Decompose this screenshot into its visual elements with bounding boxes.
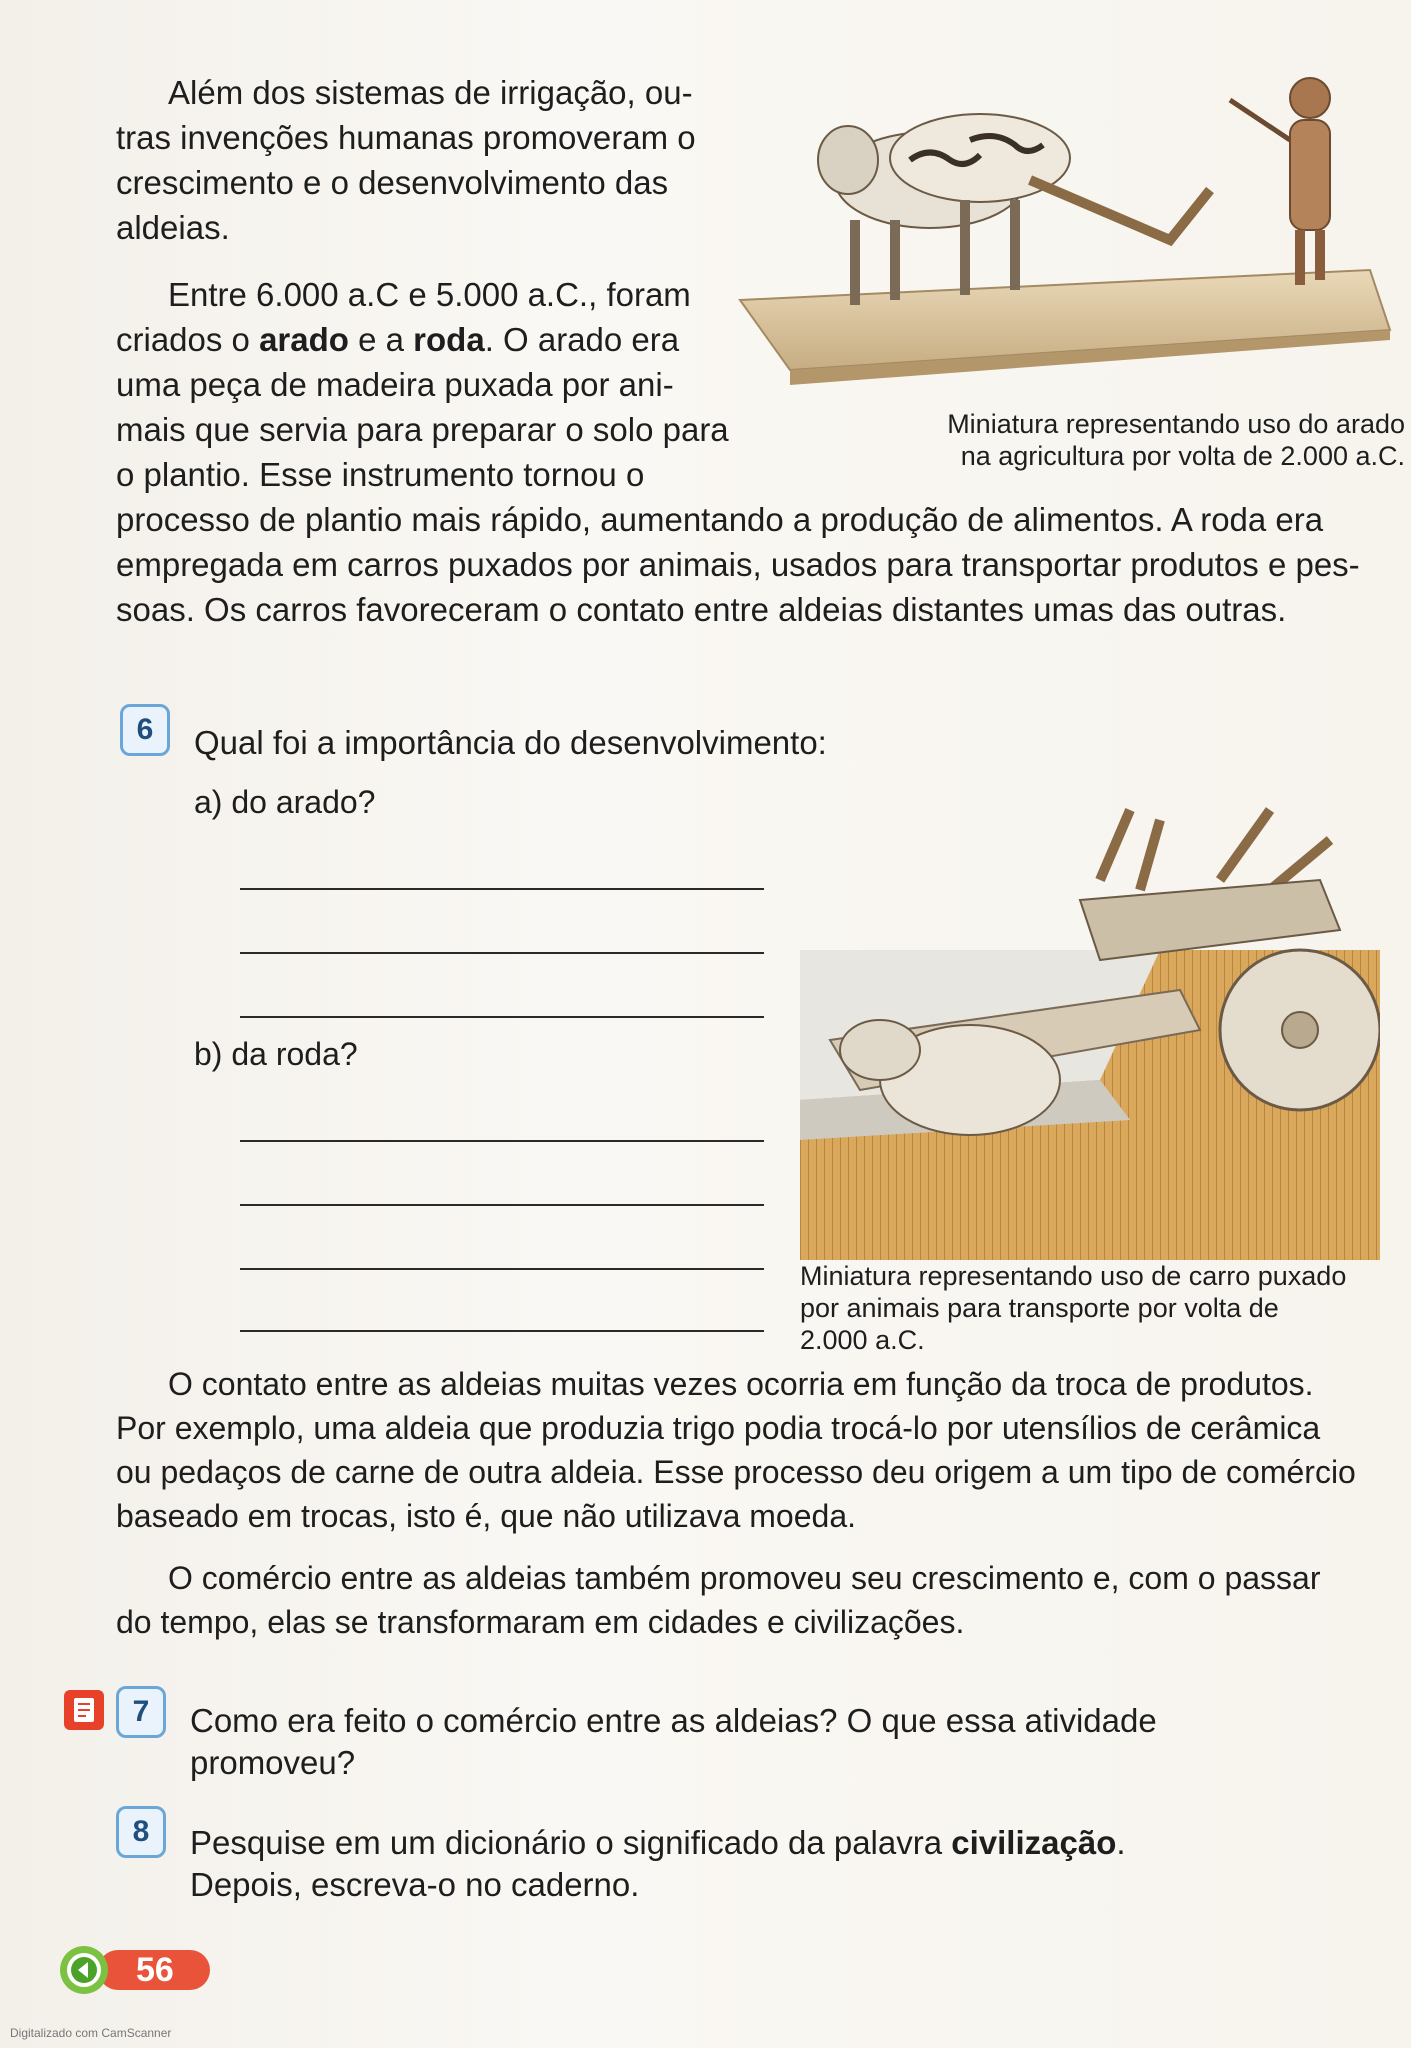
text-line: baseado em trocas, isto é, que não utilizava moeda.	[116, 1498, 856, 1534]
answer-line[interactable]	[240, 1330, 764, 1332]
text-line: promoveu?	[190, 1744, 356, 1781]
text-line: O contato entre as aldeias muitas vezes ocorria em função da troca de produtos.	[168, 1366, 1314, 1402]
commerce-paragraph-1	[116, 1362, 1406, 1538]
cart-miniature-photo	[800, 780, 1380, 1260]
question-6a-label: a) do arado?	[194, 784, 376, 820]
text-line: Como era feito o comércio entre as aldeias? O que essa atividade	[190, 1702, 1157, 1739]
figure1-caption	[905, 408, 1405, 472]
question-6b-label: b) da roda?	[194, 1036, 358, 1072]
page-number-badge	[58, 1944, 214, 1996]
caption-line: 2.000 a.C.	[800, 1325, 925, 1355]
keyword-roda: roda	[413, 321, 485, 358]
text-line: o plantio. Esse instrumento tornou o	[116, 456, 645, 493]
text-line: Entre 6.000 a.C e 5.000 a.C., foram	[168, 276, 691, 313]
page-number: 56	[136, 1951, 174, 1989]
text-line: Além dos sistemas de irrigação, ou-	[168, 74, 693, 111]
question-6-text: Qual foi a importância do desenvolvimento:	[194, 724, 827, 761]
answer-line[interactable]	[240, 1204, 764, 1206]
answer-line[interactable]	[240, 1268, 764, 1270]
keyword-civilizacao: civilização	[951, 1824, 1117, 1861]
text-line: processo de plantio mais rápido, aumentando a produção de alimentos. A roda era	[116, 501, 1324, 538]
text-line: ou pedaços de carne de outra aldeia. Esse processo deu origem a um tipo de comércio	[116, 1454, 1356, 1490]
text-line: crescimento e o desenvolvimento das	[116, 164, 669, 201]
text-line: Depois, escreva-o no caderno.	[190, 1866, 640, 1903]
text-line: O comércio entre as aldeias também promoveu seu crescimento e, com o passar	[168, 1560, 1321, 1596]
text-line: uma peça de madeira puxada por ani-	[116, 366, 674, 403]
text-line: do tempo, elas se transformaram em cidades e civilizações.	[116, 1604, 965, 1640]
intro-paragraph-1	[116, 70, 706, 250]
answer-line[interactable]	[240, 1016, 764, 1018]
commerce-paragraph-2	[116, 1556, 1406, 1644]
text-line: tras invenções humanas promoveram o	[116, 119, 696, 156]
caption-line: Miniatura representando uso do arado	[947, 409, 1405, 439]
answer-line[interactable]	[240, 1140, 764, 1142]
caption-line: por animais para transporte por volta de	[800, 1293, 1279, 1323]
answer-line[interactable]	[240, 888, 764, 890]
notebook-icon	[64, 1690, 104, 1730]
figure2-caption	[800, 1260, 1400, 1356]
caption-line: Miniatura representando uso de carro puxado	[800, 1261, 1347, 1291]
text-line: aldeias.	[116, 209, 230, 246]
plough-miniature-photo	[730, 40, 1400, 410]
text-line: mais que servia para preparar o solo para	[116, 411, 729, 448]
question-6-number: 6	[120, 704, 170, 756]
question-7-text	[190, 1700, 1390, 1784]
text-line: Por exemplo, uma aldeia que produzia trigo podia trocá-lo por utensílios de cerâmica	[116, 1410, 1321, 1446]
text-line: criados o arado e a roda. O arado era	[116, 321, 680, 358]
text-line: Pesquise em um dicionário o significado da palavra civilização.	[190, 1824, 1126, 1861]
keyword-arado: arado	[259, 321, 349, 358]
question-8-number: 8	[116, 1806, 166, 1858]
answer-line[interactable]	[240, 952, 764, 954]
caption-line: na agricultura por volta de 2.000 a.C.	[960, 441, 1405, 471]
question-8-text	[190, 1822, 1390, 1906]
text-line: empregada em carros puxados por animais, usados para transportar produtos e pes-	[116, 546, 1360, 583]
text-line: soas. Os carros favoreceram o contato entre aldeias distantes umas das outras.	[116, 591, 1287, 628]
question-7-number: 7	[116, 1686, 166, 1738]
scanner-watermark: Digitalizado com CamScanner	[10, 2026, 172, 2040]
